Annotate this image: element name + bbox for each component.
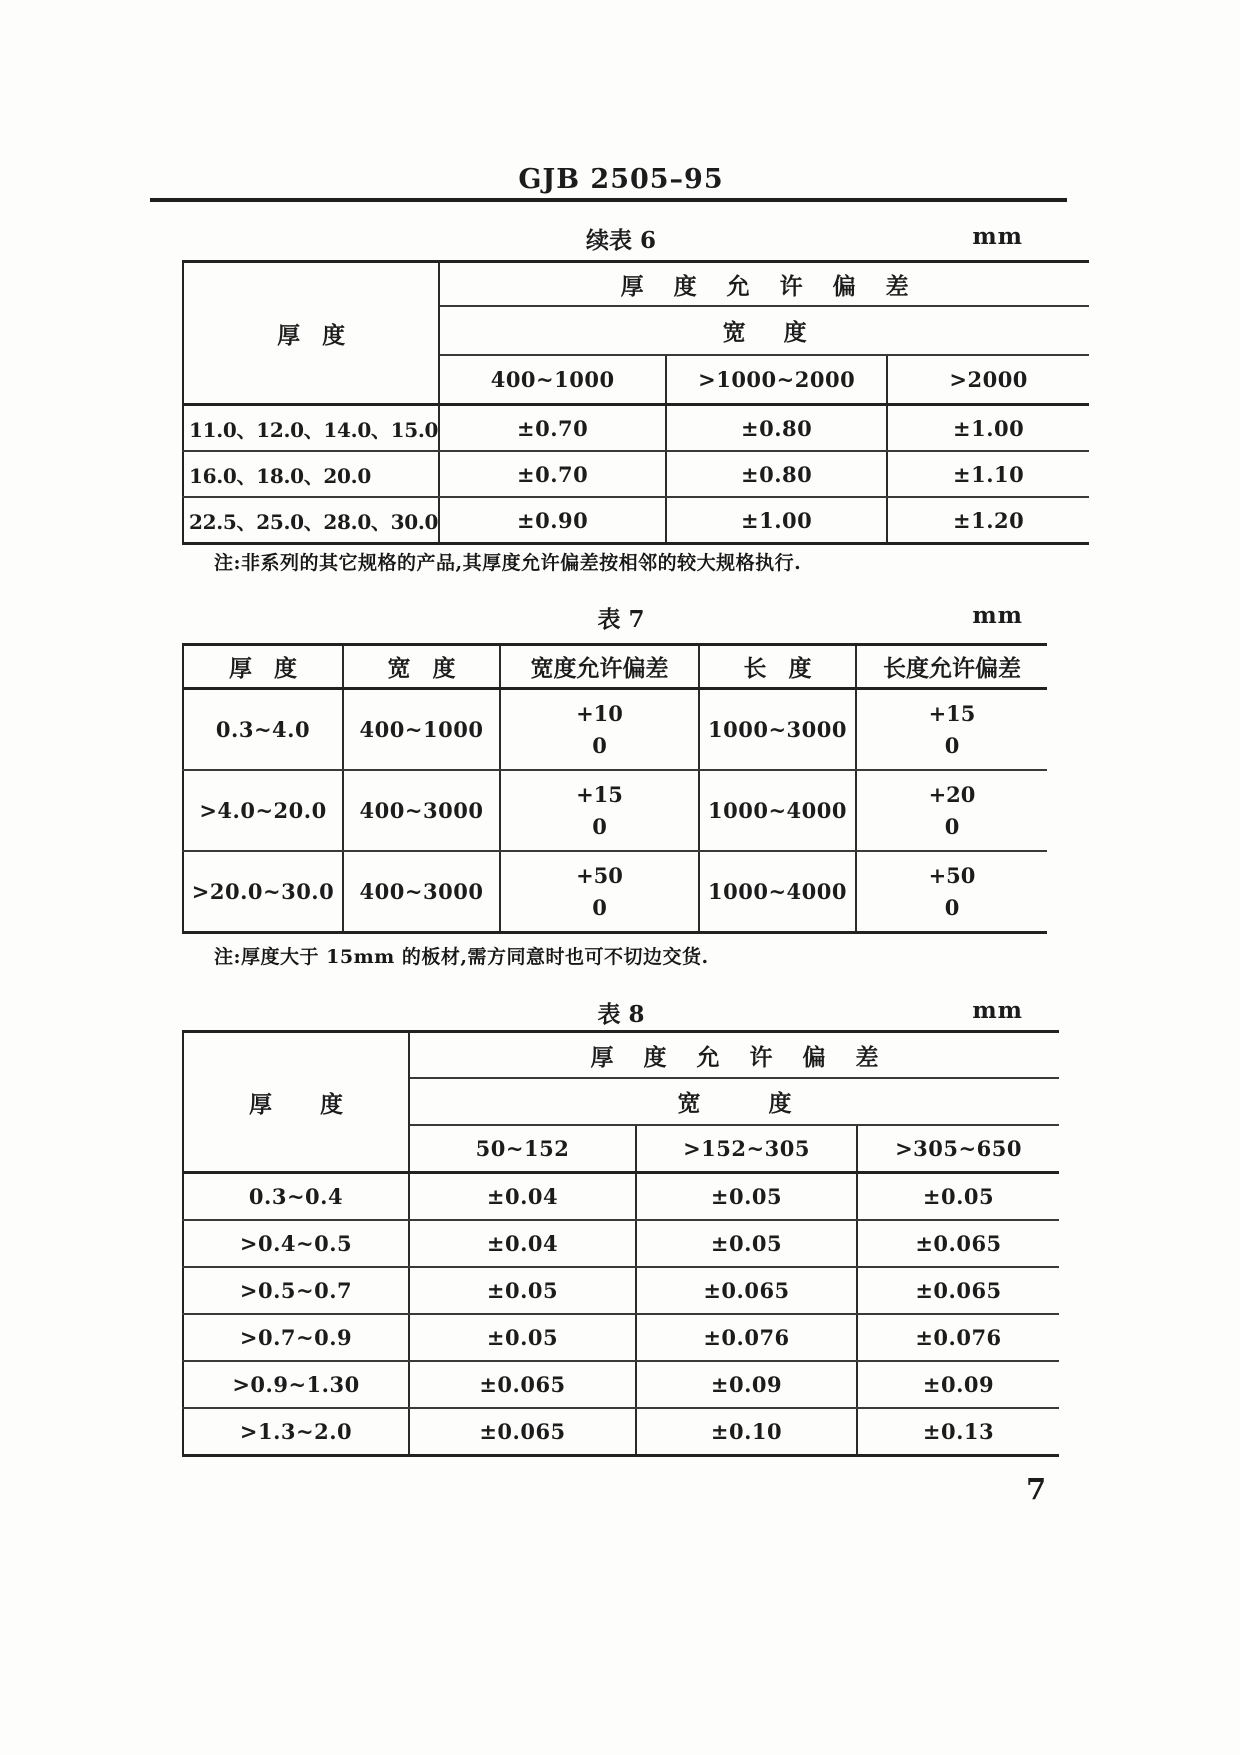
table7-thickness-header: 厚 度: [183, 645, 343, 689]
table8-thickness-cell: 0.3~0.4: [183, 1173, 409, 1221]
table7-width-cell: 400~3000: [343, 851, 500, 933]
table8-row: [183, 1361, 1059, 1408]
table6-tolerance-header: 厚 度 允 许 偏 差: [439, 262, 1089, 307]
table6-caption: 续表 6: [585, 227, 656, 254]
table6-width-range: 400~1000: [439, 355, 666, 405]
table8-width-range: 50~152: [409, 1125, 636, 1173]
table8-tolerance-cell: ±0.076: [857, 1314, 1059, 1361]
table6-tolerance-cell: ±1.00: [887, 405, 1089, 452]
table8-tolerance-cell: ±0.065: [409, 1408, 636, 1456]
table8-tolerance-cell: ±0.065: [636, 1267, 857, 1314]
table6-continued: [182, 260, 1089, 545]
table7-width-tolerance-cell: [500, 689, 699, 771]
table7-caption: 表 7: [597, 606, 645, 633]
page-number: 7: [1026, 1472, 1047, 1506]
table7-length-cell: 1000~4000: [699, 851, 856, 933]
table7-row: [183, 851, 1047, 933]
table8-tolerance-cell: ±0.09: [636, 1361, 857, 1408]
table8-tolerance-cell: ±0.05: [857, 1173, 1059, 1221]
table8-row: [183, 1408, 1059, 1456]
table6-tolerance-cell: ±0.90: [439, 497, 666, 544]
table6-thickness-cell: 11.0、12.0、14.0、15.0: [183, 405, 439, 452]
table7-note: 注:厚度大于 15mm 的板材,需方同意时也可不切边交货.: [214, 946, 709, 968]
table6-caption-row: [150, 222, 1092, 254]
table8-width-range: >305~650: [857, 1125, 1059, 1173]
table8-tolerance-cell: ±0.076: [636, 1314, 857, 1361]
table6-width-range: >1000~2000: [666, 355, 887, 405]
table8-tolerance-cell: ±0.04: [409, 1173, 636, 1221]
table8-width-header: 宽 度: [409, 1078, 1059, 1125]
table8-tolerance-cell: ±0.05: [636, 1173, 857, 1221]
table7-length-header: 长 度: [699, 645, 856, 689]
table8-row: [183, 1220, 1059, 1267]
table7-length-tolerance-header: 长度允许偏差: [856, 645, 1047, 689]
table8-thickness-cell: >0.5~0.7: [183, 1267, 409, 1314]
table8-tolerance-cell: ±0.065: [857, 1267, 1059, 1314]
table6-tolerance-cell: ±0.70: [439, 451, 666, 497]
tolerance-lower: 0: [944, 894, 960, 920]
table8-tolerance-cell: ±0.13: [857, 1408, 1059, 1456]
header-rule: [150, 198, 1067, 202]
table7-width-cell: 400~1000: [343, 689, 500, 771]
table6-note: 注:非系列的其它规格的产品,其厚度允许偏差按相邻的较大规格执行.: [214, 552, 802, 574]
table6-thickness-header: 厚 度: [183, 262, 439, 405]
table8-tolerance-cell: ±0.05: [409, 1314, 636, 1361]
table6-tolerance-cell: ±0.70: [439, 405, 666, 452]
table8-tolerance-cell: ±0.04: [409, 1220, 636, 1267]
table6-row: [183, 405, 1089, 452]
table7-unit-label: mm: [972, 602, 1023, 629]
table6-width-header: 宽 度: [439, 306, 1089, 355]
tolerance-lower: 0: [592, 894, 607, 920]
table8: [182, 1030, 1059, 1457]
table8-tolerance-cell: ±0.10: [636, 1408, 857, 1456]
table6-row: [183, 497, 1089, 544]
tolerance-upper: +10: [576, 700, 623, 726]
tolerance-lower: 0: [592, 732, 607, 758]
table7-width-tolerance-cell: [500, 770, 699, 851]
tolerance-upper: +50: [576, 862, 623, 888]
table8-thickness-header: 厚 度: [183, 1032, 409, 1173]
table8-thickness-cell: >1.3~2.0: [183, 1408, 409, 1456]
table8-width-range: >152~305: [636, 1125, 857, 1173]
table8-thickness-cell: >0.4~0.5: [183, 1220, 409, 1267]
table6-tolerance-cell: ±0.80: [666, 451, 887, 497]
tolerance-lower: 0: [592, 813, 607, 839]
table6-row: [183, 451, 1089, 497]
table7-width-tolerance-cell: [500, 851, 699, 933]
table6-tolerance-cell: ±1.00: [666, 497, 887, 544]
table8-thickness-cell: >0.7~0.9: [183, 1314, 409, 1361]
table7-width-header: 宽 度: [343, 645, 500, 689]
table6-thickness-cell: 22.5、25.0、28.0、30.0: [183, 497, 439, 544]
table7-thickness-cell: 0.3~4.0: [183, 689, 343, 771]
tolerance-lower: 0: [944, 813, 960, 839]
table6-tolerance-cell: ±1.20: [887, 497, 1089, 544]
table8-tolerance-cell: ±0.05: [409, 1267, 636, 1314]
tolerance-lower: 0: [944, 732, 960, 758]
table7-length-tolerance-cell: [856, 770, 1047, 851]
table6-tolerance-cell: ±1.10: [887, 451, 1089, 497]
table7-row: [183, 770, 1047, 851]
table7-thickness-cell: >4.0~20.0: [183, 770, 343, 851]
table7-width-tolerance-header: 宽度允许偏差: [500, 645, 699, 689]
table7-row: [183, 689, 1047, 771]
table7-caption-row: [150, 601, 1092, 633]
tolerance-upper: +20: [928, 781, 976, 807]
table8-row: [183, 1314, 1059, 1361]
table8-caption: 表 8: [597, 1001, 645, 1028]
table7-length-cell: 1000~4000: [699, 770, 856, 851]
tolerance-upper: +15: [576, 781, 623, 807]
table8-tolerance-cell: ±0.09: [857, 1361, 1059, 1408]
table7: [182, 643, 1047, 934]
table8-tolerance-cell: ±0.05: [636, 1220, 857, 1267]
table8-tolerance-cell: ±0.065: [409, 1361, 636, 1408]
table7-length-cell: 1000~3000: [699, 689, 856, 771]
tolerance-upper: +15: [928, 700, 976, 726]
tolerance-upper: +50: [928, 862, 976, 888]
table7-length-tolerance-cell: [856, 851, 1047, 933]
table6-thickness-cell: 16.0、18.0、20.0: [183, 451, 439, 497]
table8-row: [183, 1173, 1059, 1221]
table7-length-tolerance-cell: [856, 689, 1047, 771]
table8-caption-row: [150, 996, 1092, 1028]
table8-thickness-cell: >0.9~1.30: [183, 1361, 409, 1408]
table7-thickness-cell: >20.0~30.0: [183, 851, 343, 933]
standard-number: GJB 2505–95: [518, 164, 724, 195]
table6-unit-label: mm: [972, 223, 1023, 250]
table6-tolerance-cell: ±0.80: [666, 405, 887, 452]
table8-tolerance-header: 厚 度 允 许 偏 差: [409, 1032, 1059, 1079]
table8-row: [183, 1267, 1059, 1314]
table7-width-cell: 400~3000: [343, 770, 500, 851]
table8-unit-label: mm: [972, 997, 1023, 1024]
table6-width-range: >2000: [887, 355, 1089, 405]
table8-tolerance-cell: ±0.065: [857, 1220, 1059, 1267]
